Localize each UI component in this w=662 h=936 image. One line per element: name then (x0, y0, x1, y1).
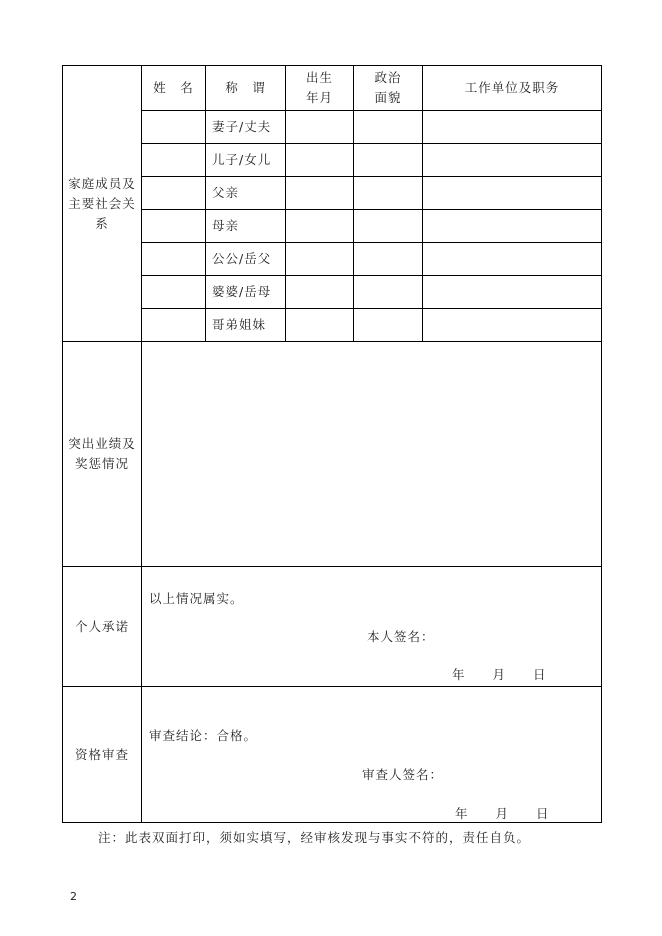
work-cell[interactable] (423, 144, 602, 177)
family-row (63, 111, 602, 144)
family-section-label (63, 66, 142, 342)
relation-cell: 母亲 (206, 210, 286, 243)
header-name: 姓 名 (142, 66, 206, 111)
achievements-label-line-2: 奖惩情况 (74, 456, 129, 471)
header-political-line-1: 政治 (374, 70, 402, 85)
relation-cell: 妻子/丈夫 (206, 111, 286, 144)
relation-cell: 婆婆/岳母 (206, 276, 286, 309)
birth-cell[interactable] (286, 144, 354, 177)
name-cell[interactable] (142, 177, 206, 210)
name-cell[interactable] (142, 276, 206, 309)
review-content[interactable] (142, 687, 602, 823)
birth-cell[interactable] (286, 309, 354, 342)
political-cell[interactable] (354, 111, 423, 144)
achievements-label-line-1: 突出业绩及 (68, 436, 136, 451)
family-row (63, 309, 602, 342)
header-political-line-2: 面貌 (374, 90, 402, 105)
family-label-line-3: 系 (95, 215, 109, 231)
header-political (354, 66, 423, 111)
birth-cell[interactable] (286, 276, 354, 309)
family-label-line-1: 家庭成员及 (68, 175, 136, 191)
commitment-content[interactable] (142, 567, 602, 687)
name-cell[interactable] (142, 210, 206, 243)
name-cell[interactable] (142, 144, 206, 177)
family-header-row (63, 66, 602, 111)
birth-cell[interactable] (286, 243, 354, 276)
relation-cell: 父亲 (206, 177, 286, 210)
name-cell[interactable] (142, 111, 206, 144)
page-number: 2 (70, 890, 77, 903)
header-birth-line-2: 年月 (305, 90, 333, 105)
work-cell[interactable] (423, 243, 602, 276)
commitment-row (63, 567, 602, 687)
review-row (63, 687, 602, 823)
achievements-label (63, 342, 142, 567)
achievements-row (63, 342, 602, 567)
birth-cell[interactable] (286, 111, 354, 144)
relation-cell: 儿子/女儿 (206, 144, 286, 177)
review-conclusion: 审查结论：合格。 (149, 728, 258, 743)
header-relation: 称 谓 (206, 66, 286, 111)
header-birth (286, 66, 354, 111)
work-cell[interactable] (423, 309, 602, 342)
political-cell[interactable] (354, 210, 423, 243)
family-row (63, 144, 602, 177)
relation-cell: 公公/岳父 (206, 243, 286, 276)
family-row (63, 243, 602, 276)
family-row (63, 177, 602, 210)
family-info-table (62, 65, 602, 823)
name-cell[interactable] (142, 309, 206, 342)
achievements-content[interactable] (142, 342, 602, 567)
birth-cell[interactable] (286, 177, 354, 210)
family-label-line-2: 主要社会关 (68, 195, 136, 211)
review-signature-label: 审查人签名： (362, 767, 444, 782)
work-cell[interactable] (423, 276, 602, 309)
commitment-signature-label: 本人签名： (367, 629, 435, 644)
header-birth-line-1: 出生 (305, 70, 333, 85)
relation-cell: 哥弟姐妹 (206, 309, 286, 342)
footer-note: 注：此表双面打印，须如实填写，经审核发现与事实不符的，责任自负。 (98, 830, 531, 845)
political-cell[interactable] (354, 243, 423, 276)
review-date: 年 月 日 (455, 806, 550, 821)
header-work: 工作单位及职务 (423, 66, 602, 111)
political-cell[interactable] (354, 309, 423, 342)
work-cell[interactable] (423, 177, 602, 210)
commitment-statement: 以上情况属实。 (149, 591, 244, 606)
political-cell[interactable] (354, 276, 423, 309)
political-cell[interactable] (354, 144, 423, 177)
family-row (63, 210, 602, 243)
review-label: 资格审查 (63, 687, 142, 823)
family-row (63, 276, 602, 309)
work-cell[interactable] (423, 210, 602, 243)
work-cell[interactable] (423, 111, 602, 144)
name-cell[interactable] (142, 243, 206, 276)
commitment-date: 年 月 日 (452, 667, 547, 682)
commitment-label: 个人承诺 (63, 567, 142, 687)
political-cell[interactable] (354, 177, 423, 210)
birth-cell[interactable] (286, 210, 354, 243)
